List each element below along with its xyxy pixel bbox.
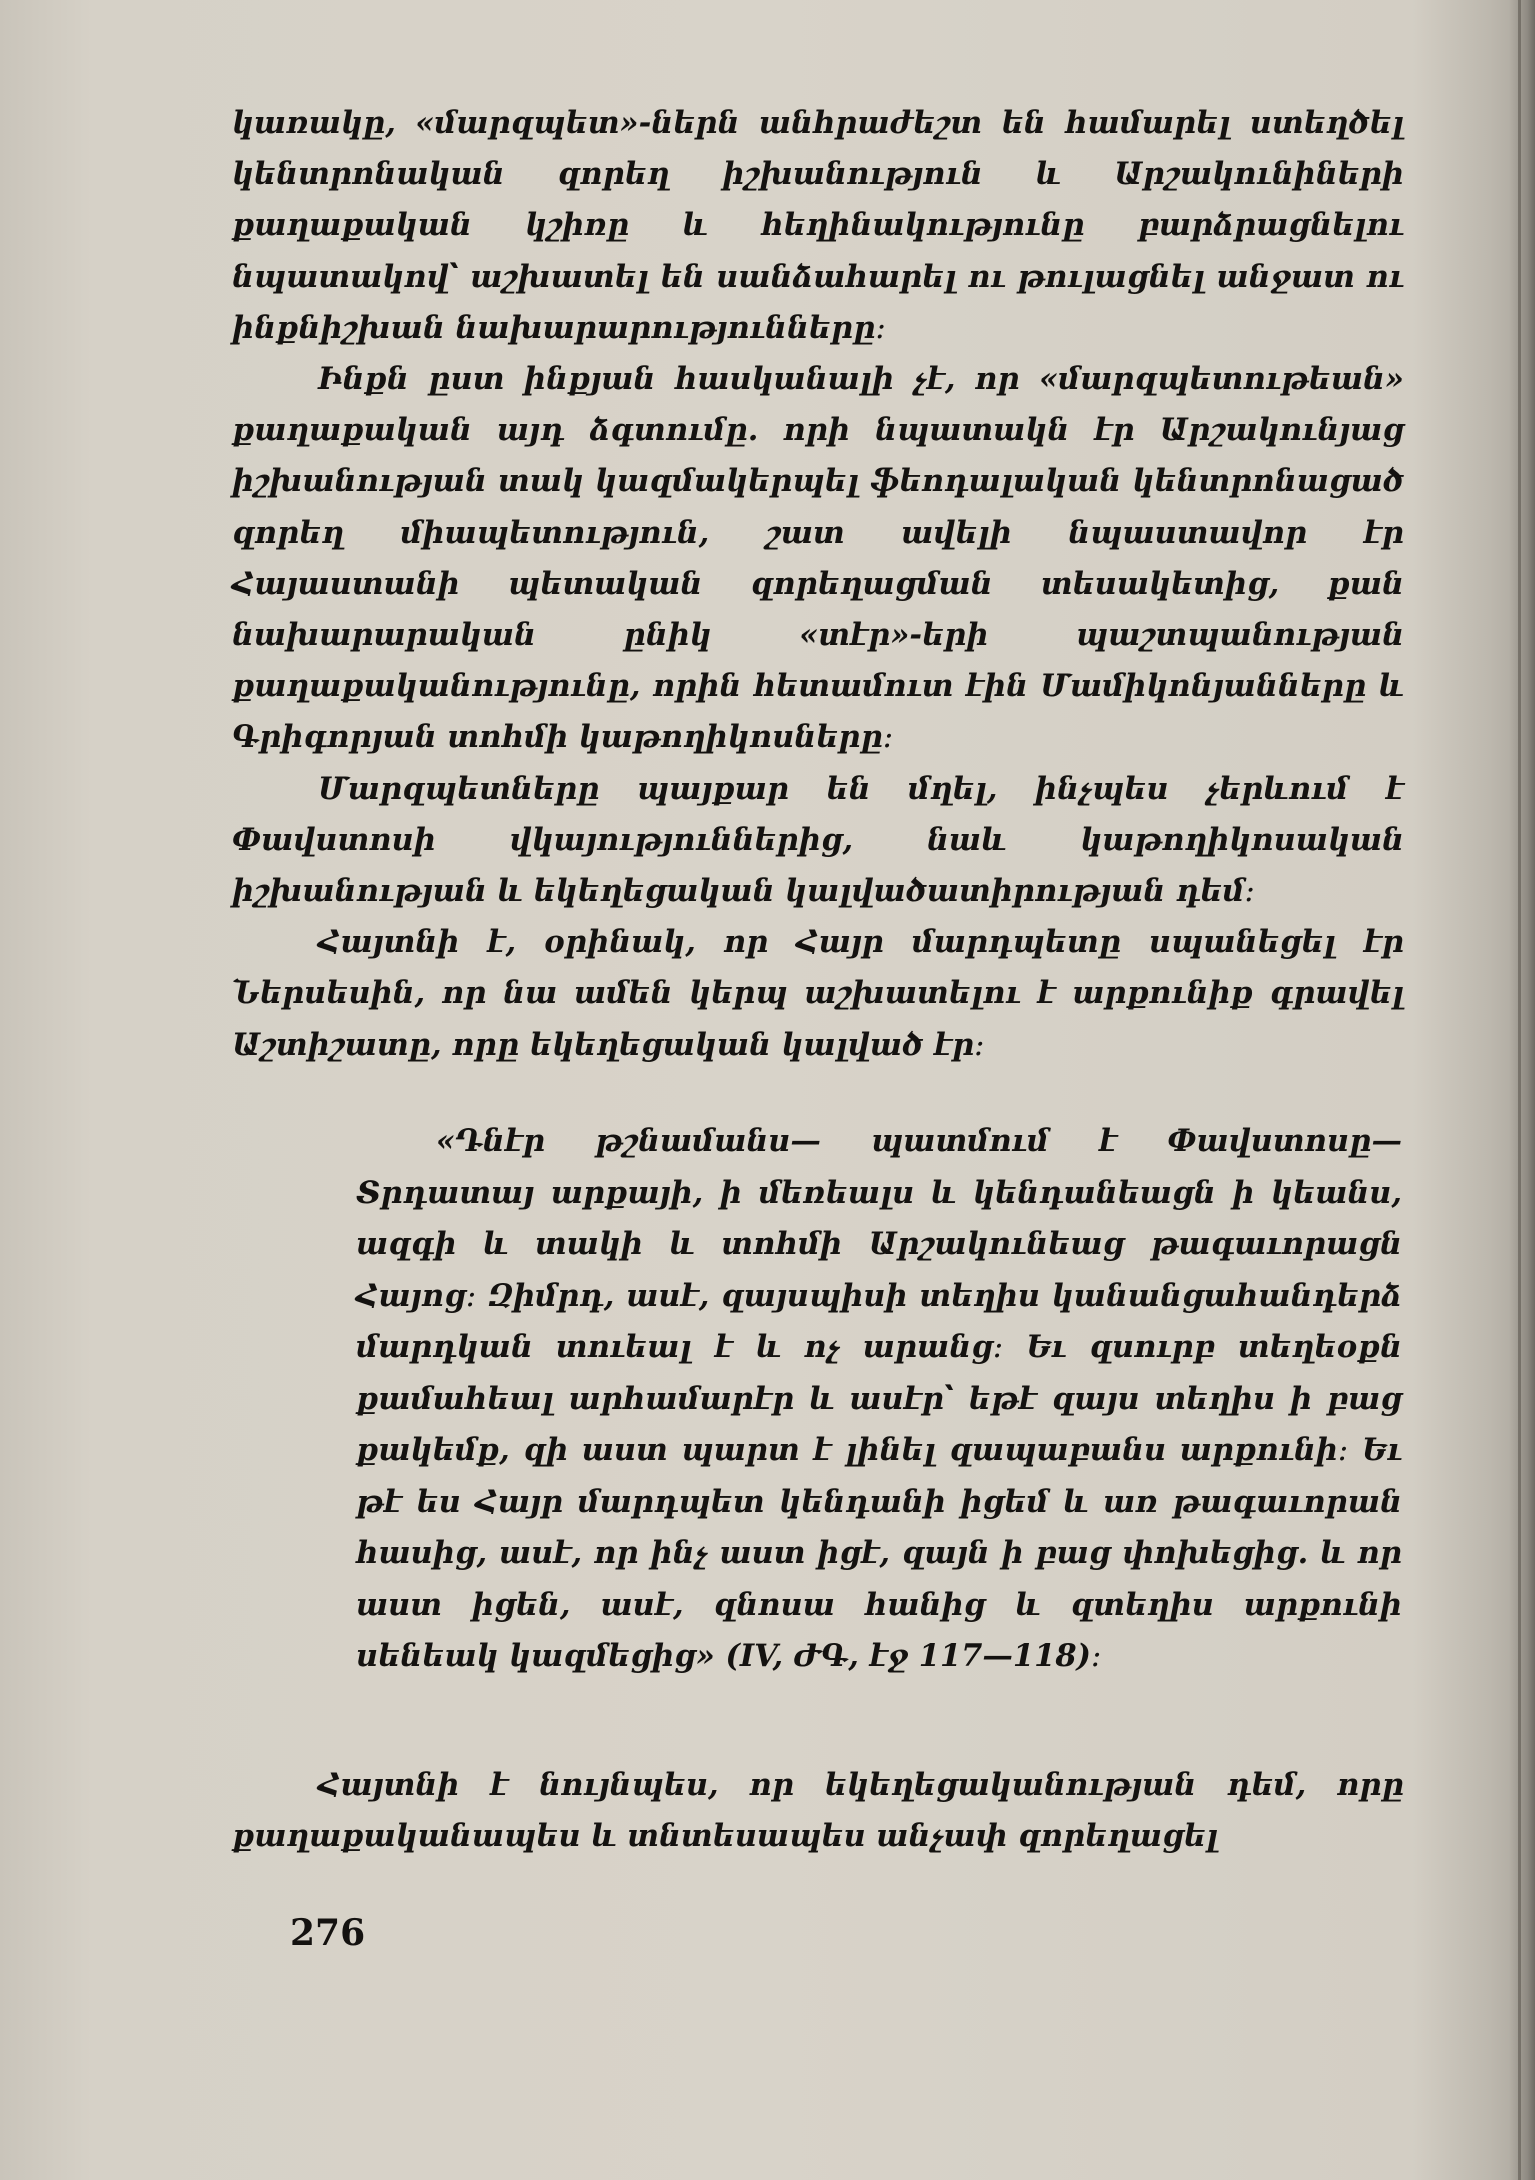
binding-gutter-line bbox=[1518, 0, 1521, 2180]
paragraph-continuation: կառակը, «մարզպետ»-ներն անհրաժեշտ են համարել ստեղծել կենտրոնական զորեղ իշխանություն և Արշակունիների քաղաքական կշիռը և հեղինակությունը բարձրացնելու նպատակով՝ աշխատել են սանձահարել ու թուլացնել անջատ ու ինքնիշխան նախարարությունները։ bbox=[232, 105, 1404, 346]
paragraph-marzpet-struggle: Մարզպետները պայքար են մղել, ինչպես չերևում է Փավստոսի վկայություններից, նաև կաթողիկոսական իշխանության և եկեղեցական կալվածատիրության դեմ։ bbox=[232, 770, 1404, 910]
binding-gutter-shadow bbox=[1509, 0, 1535, 2180]
block-quote: «Դնէր թշնամանս— պատմում է Փավստոսը— Տրդատայ արքայի, ի մեռեալս և կենդանեացն ի կեանս, ազգի և տակի և տոհմի Արշակունեաց թագաւորացն Հայոց։ Զիմրդ, ասէ, զայսպիսի տեղիս կանանցահանդերձ մարդկան տուեալ է և ոչ արանց։ Եւ զսուրբ տեղեօքն քամահեալ արհամարէր և ասէր՝ եթէ զայս տեղիս ի բաց քակեմք, զի աստ պարտ է լինել զապաբանս արքունի։ Եւ թէ ես Հայր մարդպետ կենդանի իցեմ և առ թագաւորան հասից, ասէ, որ ինչ աստ իցէ, զայն ի բաց փոխեցից. և որ աստ իցեն, ասէ, զնոսա հանից և զտեղիս արքունի սենեակ կազմեցից» (IV, ԺԳ, էջ 117—118)։ bbox=[356, 1123, 1402, 1674]
paragraph-hayr-mardpet: Հայտնի է, օրինակ, որ Հայր մարդպետը սպանեցել էր Ներսեսին, որ նա ամեն կերպ աշխատելու է արքունիք գրավել Աշտիշատը, որը եկեղեցական կալված էր։ bbox=[232, 924, 1404, 1063]
paragraph-closing: Հայտնի է նույնպես, որ եկեղեցականության դեմ, որը քաղաքականապես և տնտեսապես անչափ զորեղացել bbox=[232, 1767, 1404, 1855]
closing-text-block bbox=[232, 1760, 1404, 1862]
main-text-block bbox=[232, 98, 1404, 1071]
paragraph-marzpet-policy: Ինքն ըստ ինքյան հասկանալի չէ, որ «մարզպետութեան» քաղաքական այդ ձգտումը. որի նպատակն էր Արշակունյաց իշխանության տակ կազմակերպել ֆեոդալական կենտրոնացած զորեղ միապետություն, շատ ավելի նպաստավոր էր Հայաստանի պետական զորեղացման տեսակետից, քան նախարարական ընիկ «տէր»-երի պաշտպանության քաղաքականությունը, որին հետամուտ էին Մամիկոնյանները և Գրիգորյան տոհմի կաթողիկոսները։ bbox=[232, 361, 1404, 756]
page-number: 276 bbox=[290, 1912, 366, 1954]
